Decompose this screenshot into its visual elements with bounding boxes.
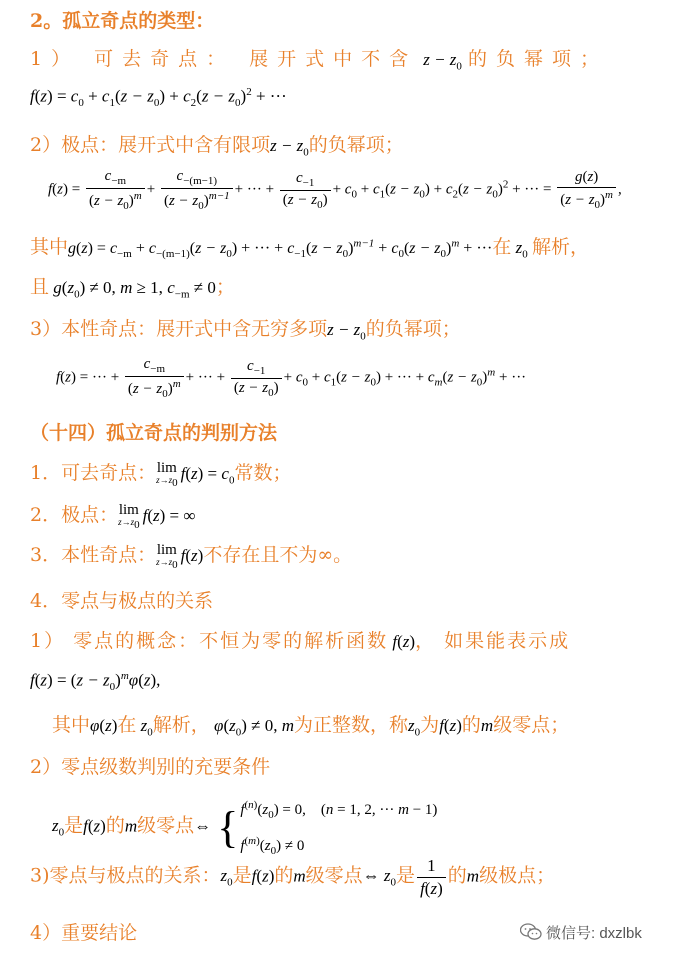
zero-concept-suffix: ， 如果能表示成 bbox=[415, 630, 571, 652]
z0-symbol: $z_0$ bbox=[136, 716, 153, 739]
zero-is: 为 bbox=[420, 714, 440, 736]
lim-essential-formula: lim $z\to z_0$ f(z) bbox=[156, 541, 204, 571]
fraction: $\frac{c_{-m}}{(z - z_0)^m}$ bbox=[125, 356, 184, 400]
item1-suffix: 常数； bbox=[234, 462, 292, 484]
fz-symbol: f(z) bbox=[439, 716, 462, 735]
removable-label: 1） 可去奇点： 展开式中不含 bbox=[30, 48, 418, 70]
wechat-watermark bbox=[520, 922, 642, 945]
m-symbol: m bbox=[480, 716, 494, 735]
iff-symbol: ⇔ $z_0$ bbox=[362, 866, 397, 889]
relation-of2: 的 bbox=[447, 864, 467, 887]
conclusion-title: 4）重要结论 bbox=[30, 922, 138, 944]
zero-factor-formula: $f(z) = (z - z_0)^m\varphi(z)$, bbox=[30, 670, 161, 694]
relation-order-pole: 级极点； bbox=[479, 864, 556, 887]
iff-symbol: ⇔ bbox=[194, 816, 212, 836]
analytic-suffix: 解析， bbox=[531, 236, 589, 258]
item2-label: 2．极点： bbox=[30, 504, 119, 526]
essential-label: 3）本性奇点：展开式中含无穷多项 bbox=[30, 318, 328, 340]
z0-symbol: $z_0$ bbox=[220, 866, 233, 889]
item3-label: 3．本性奇点： bbox=[30, 544, 157, 566]
pole-label: 2）极点：展开式中含有限项 bbox=[30, 134, 271, 156]
and-prefix: 且 bbox=[30, 276, 50, 298]
lim-removable-formula: lim $z\to z_0$ $f(z) = c_0$ bbox=[156, 459, 235, 489]
pole-term: $z - z_0$ bbox=[270, 136, 309, 159]
reciprocal-fraction: $\frac{1}{f(z)}$ bbox=[415, 866, 448, 885]
zero-concept-label: 1） 零点的概念：不恒为零的解析函数 bbox=[30, 630, 389, 652]
zero-at: 在 bbox=[117, 714, 137, 736]
fraction: $\frac{c_{-m}}{(z - z_0)^m}$ bbox=[86, 168, 145, 212]
where-prefix: 其中 bbox=[30, 236, 69, 258]
criterion-essential-line bbox=[30, 540, 352, 570]
z0-symbol: $z_0$ bbox=[52, 816, 65, 839]
m-symbol: m bbox=[124, 816, 138, 836]
fraction: $\frac{c_{-1}}{(z - z_0)}$ bbox=[280, 170, 331, 211]
zero-concept-line bbox=[30, 626, 570, 653]
fraction: $\frac{c_{-1}}{(z - z_0)}$ bbox=[231, 358, 282, 399]
essential-series-formula: f(z) = ··· + $\frac{c_{-m}}{(z - z_0)^m}$ + ··· + $\frac{c_{-1}}{(z - z_0)}$ + $c_0 + c_1(z - z_0)$ + ··· + $c_m(z - z_0)^m$ + ··· bbox=[56, 356, 527, 400]
removable-singularity-line bbox=[30, 44, 608, 72]
essential-line bbox=[30, 314, 461, 342]
pole-suffix: 的负幂项； bbox=[308, 134, 404, 156]
zero-order: 级零点； bbox=[493, 714, 570, 736]
item3-suffix: 不存在且不为∞。 bbox=[203, 544, 353, 566]
m-symbol: m bbox=[293, 866, 306, 886]
zero-where-prefix: 其中 bbox=[52, 714, 91, 736]
lim-pole-formula: lim $z\to z_0$ f(z) = ∞ bbox=[118, 501, 196, 531]
relation-of: 的 bbox=[274, 864, 294, 887]
removable-suffix: 的负幂项； bbox=[467, 48, 608, 70]
pole-series-formula: f(z) = $\frac{c_{-m}}{(z - z_0)^m}$ + $\frac{c_{-(m-1)}}{(z - z_0)^{m-1}}$ + ··· + $\frac{c_{-1}}{(z - z_0)}$ + $c_0 + c_1(z - z_0) + c_2(z - z_0)^2$ + ··· = $\frac{g(z)}{(z - z_0)^m}$ , bbox=[48, 168, 622, 212]
fz-symbol: f(z) bbox=[251, 866, 275, 886]
section-14-title: （十四）孤立奇点的判别方法 bbox=[30, 422, 278, 444]
fz-symbol: f(z) bbox=[83, 816, 106, 836]
essential-term: $z - z_0$ bbox=[327, 320, 366, 343]
criterion-order: 级零点 bbox=[137, 814, 195, 837]
criterion-of: 的 bbox=[105, 814, 125, 837]
and-suffix: ； bbox=[215, 276, 235, 298]
z0-symbol: $z_0$ bbox=[408, 716, 421, 739]
relation-label: 3)零点与极点的关系： bbox=[30, 864, 221, 887]
relation-is: 是 bbox=[232, 864, 252, 887]
relation-is2: 是 bbox=[396, 864, 416, 887]
criterion-formula-line bbox=[52, 792, 437, 864]
criterion-title: 2）零点级数判别的充要条件 bbox=[30, 756, 271, 778]
criterion-removable-line bbox=[30, 458, 291, 488]
criterion-pole-line bbox=[30, 500, 196, 530]
removable-term: $z - z_0$ bbox=[423, 50, 462, 73]
phi-symbol: φ(z) bbox=[90, 716, 118, 735]
relation-order-zero: 级零点 bbox=[305, 864, 363, 887]
g-condition-formula: $g(z_0) \ne 0$, m ≥ 1, $c_{-m} \ne 0$ bbox=[49, 278, 216, 301]
zero-positive: 为正整数，称 bbox=[294, 714, 409, 736]
relation-line bbox=[30, 856, 555, 899]
pole-line bbox=[30, 130, 404, 158]
fraction: $\frac{g(z)}{(z - z_0)^m}$ bbox=[557, 169, 616, 211]
m-symbol: m bbox=[466, 866, 480, 886]
essential-suffix: 的负幂项； bbox=[365, 318, 461, 340]
derivative-conditions: { $f^{(n)}(z_0) = 0$, (n = 1, 2, ··· m − 1) $f^{(m)}(z_0) \ne 0$ bbox=[217, 799, 438, 857]
fraction: $\frac{c_{-(m-1)}}{(z - z_0)^{m-1}}$ bbox=[161, 168, 233, 212]
zero-analytic: 解析， bbox=[152, 714, 210, 736]
g-condition-line bbox=[30, 272, 235, 300]
criterion-is: 是 bbox=[64, 814, 84, 837]
analytic-at: 在 bbox=[492, 236, 512, 258]
zero-order-prefix: 的 bbox=[461, 714, 481, 736]
section-2-title: 2。孤立奇点的类型： bbox=[30, 10, 215, 32]
watermark-text: 微信号: dxzlbk bbox=[546, 925, 642, 942]
item1-label: 1．可去奇点： bbox=[30, 462, 157, 484]
item4-title: 4．零点与极点的关系 bbox=[30, 590, 214, 612]
z0-symbol: $z_0$ bbox=[511, 238, 528, 261]
removable-series-formula: $f(z) = c_0 + c_1(z - z_0) + c_2(z - z_0)^2$ + ··· bbox=[30, 86, 287, 110]
g-definition-line bbox=[30, 232, 589, 260]
fz-symbol: f(z) bbox=[388, 632, 416, 651]
zero-condition-line bbox=[52, 710, 569, 738]
phi-condition-formula: $\varphi(z_0) \ne 0$, m bbox=[209, 716, 295, 739]
g-formula: $g(z) = c_{-m} + c_{-(m-1)}(z - z_0)$ + ··· + $c_{-1}(z - z_0)^{m-1} + c_0(z - z_0)^m$ + ··· bbox=[68, 237, 493, 261]
wechat-icon bbox=[520, 923, 542, 945]
